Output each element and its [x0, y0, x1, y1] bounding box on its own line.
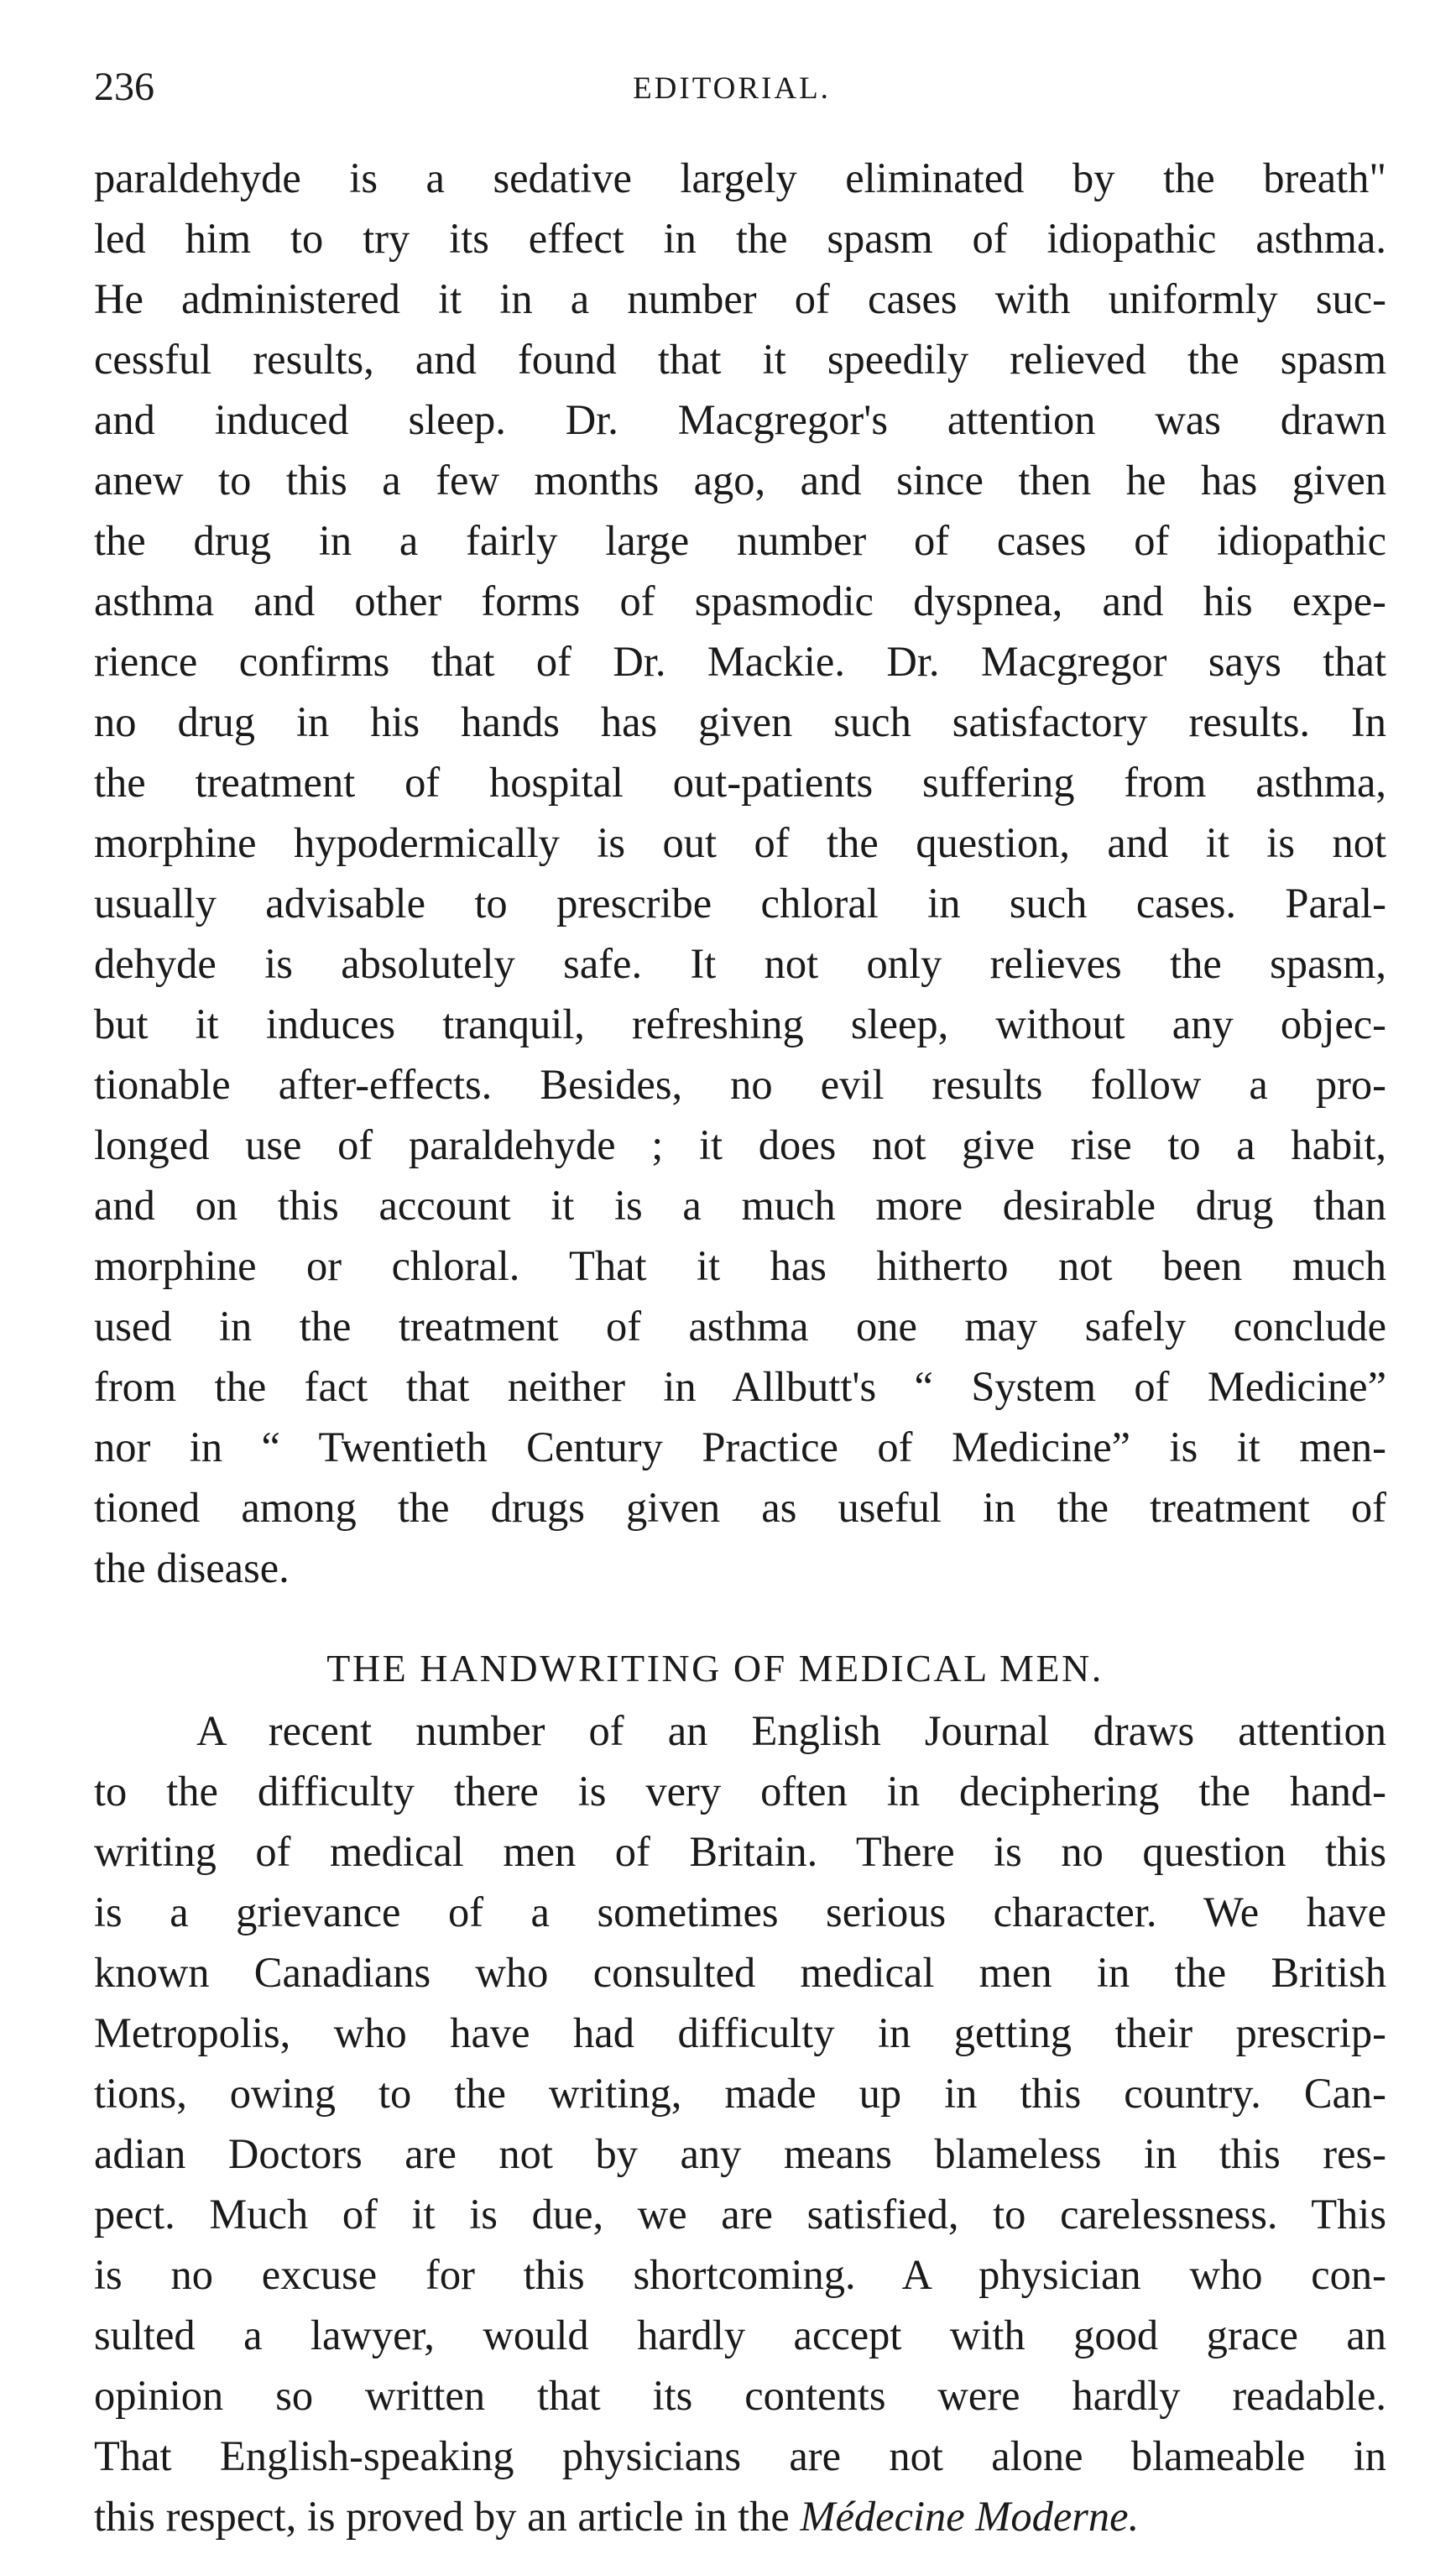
text-line: asthma and other forms of spasmodic dyspnea, and his expe-	[94, 577, 1386, 624]
text-line: pect. Much of it is due, we are satisfied, to carelessness. This	[94, 2191, 1386, 2238]
text-line: and on this account it is a much more desirable drug than	[94, 1182, 1386, 1229]
text-line: nor in “ Twentieth Century Practice of Medicine” is it men-	[94, 1423, 1386, 1470]
text-line: used in the treatment of asthma one may safely conclude	[94, 1303, 1386, 1350]
text-line: writing of medical men of Britain. There is no question this	[94, 1828, 1386, 1875]
text-line: A recent number of an English Journal draws attention	[196, 1707, 1386, 1754]
running-head	[94, 62, 1370, 121]
text-line: anew to this a few months ago, and since then he has given	[94, 457, 1386, 504]
paragraph-asthma-paraldehyde	[94, 148, 1386, 1598]
text-line: dehyde is absolutely safe. It not only relieves the spasm,	[94, 940, 1386, 987]
journal-title: Médecine Moderne.	[800, 2493, 1140, 2540]
text-line: the disease.	[94, 1544, 290, 1591]
text-line: morphine or chloral. That it has hitherto not been much	[94, 1242, 1386, 1289]
section-heading: THE HANDWRITING OF MEDICAL MEN.	[326, 1647, 1104, 1690]
text-line: tionable after-effects. Besides, no evil results follow a pro-	[94, 1061, 1386, 1108]
paragraph-handwriting	[94, 1700, 1386, 2546]
text-line: adian Doctors are not by any means blameless in this res-	[94, 2130, 1386, 2177]
text-line: led him to try its effect in the spasm of idiopathic asthma.	[94, 215, 1386, 262]
running-title: EDITORIAL.	[633, 71, 831, 106]
text-line: but it induces tranquil, refreshing sleep, without any objec-	[94, 1000, 1386, 1047]
final-line-text: this respect, is proved by an article in the	[94, 2493, 801, 2540]
text-line: to the difficulty there is very often in deciphering the hand-	[94, 1768, 1386, 1815]
text-line: longed use of paraldehyde ; it does not give rise to a habit,	[94, 1121, 1386, 1168]
text-line: That English-speaking physicians are not alone blameable in	[94, 2432, 1386, 2479]
text-line: is a grievance of a sometimes serious character. We have	[94, 1888, 1386, 1935]
text-line: morphine hypodermically is out of the question, and it is not	[94, 819, 1386, 866]
text-line: He administered it in a number of cases with uniformly suc-	[94, 275, 1386, 322]
text-line: opinion so written that its contents were hardly readable.	[94, 2372, 1386, 2419]
text-line: paraldehyde is a sedative largely eliminated by the breath"	[94, 154, 1386, 201]
text-line: Metropolis, who have had difficulty in getting their prescrip-	[94, 2009, 1386, 2056]
text-line: is no excuse for this shortcoming. A physician who con-	[94, 2251, 1386, 2298]
text-line: usually advisable to prescribe chloral in such cases. Paral-	[94, 880, 1386, 927]
page-number: 236	[94, 65, 154, 109]
text-line: no drug in his hands has given such satisfactory results. In	[94, 698, 1386, 745]
text-line: known Canadians who consulted medical men in the British	[94, 1949, 1386, 1996]
text-line: tioned among the drugs given as useful in the treatment of	[94, 1484, 1386, 1531]
text-line: the drug in a fairly large number of cases of idiopathic	[94, 517, 1386, 564]
text-line: the treatment of hospital out-patients suffering from asthma,	[94, 759, 1386, 806]
text-line	[94, 2486, 1386, 2546]
text-line: cessful results, and found that it speedily relieved the spasm	[94, 336, 1386, 383]
text-line: tions, owing to the writing, made up in this country. Can-	[94, 2070, 1386, 2117]
text-line: sulted a lawyer, would hardly accept with good grace an	[94, 2311, 1386, 2358]
text-line: and induced sleep. Dr. Macgregor's attention was drawn	[94, 396, 1386, 443]
text-line: from the fact that neither in Allbutt's “ System of Medicine”	[94, 1363, 1386, 1410]
text-line: rience confirms that of Dr. Mackie. Dr. Macgregor says that	[94, 638, 1386, 685]
